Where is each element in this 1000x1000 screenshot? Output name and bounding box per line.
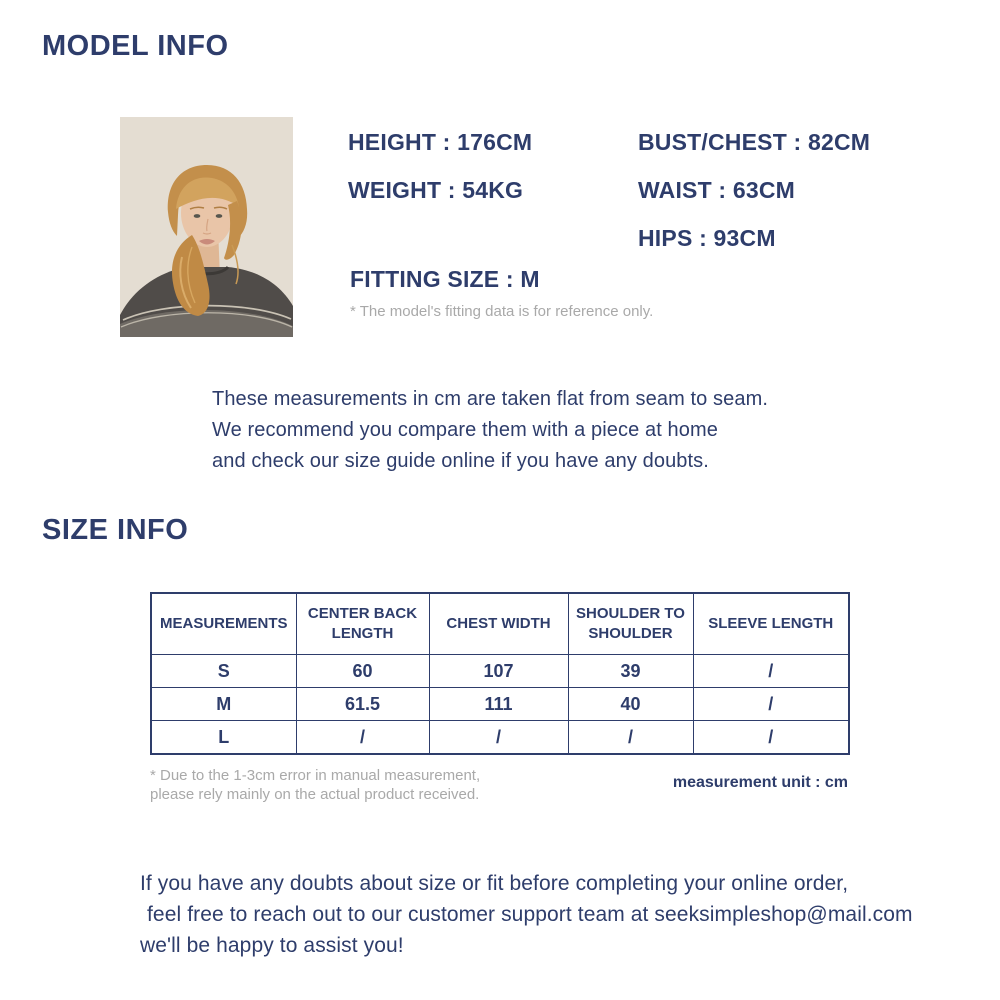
footer-line-email: feel free to reach out to our customer support team at seeksimpleshop@mail.com bbox=[147, 903, 913, 926]
stat-height: HEIGHT : 176CM bbox=[348, 129, 533, 155]
value-cell: 60 bbox=[296, 655, 429, 688]
value-cell: 111 bbox=[429, 688, 568, 721]
intro-line: We recommend you compare them with a piece at home bbox=[212, 419, 718, 441]
value-cell: 61.5 bbox=[296, 688, 429, 721]
value-cell: / bbox=[693, 721, 849, 755]
value-cell: 40 bbox=[568, 688, 693, 721]
size-table-header-row bbox=[151, 593, 849, 655]
table-row-size-l bbox=[151, 721, 849, 755]
col-header-center-back-length: CENTER BACK LENGTH bbox=[296, 593, 429, 655]
fitting-size: FITTING SIZE : M bbox=[350, 266, 540, 292]
col-header-sleeve-length: SLEEVE LENGTH bbox=[693, 593, 849, 655]
col-header-measurements: MEASUREMENTS bbox=[151, 593, 296, 655]
measurement-unit-note: measurement unit : cm bbox=[672, 774, 848, 791]
intro-line: and check our size guide online if you have any doubts. bbox=[212, 450, 709, 472]
value-cell: / bbox=[568, 721, 693, 755]
measurement-intro bbox=[212, 384, 768, 477]
size-label: L bbox=[151, 721, 296, 755]
note-line: * Due to the 1-3cm error in manual measurement, bbox=[150, 767, 481, 784]
table-row-size-m bbox=[151, 688, 849, 721]
value-cell: / bbox=[429, 721, 568, 755]
note-line: please rely mainly on the actual product received. bbox=[150, 786, 480, 803]
table-row-size-s bbox=[151, 655, 849, 688]
value-cell: / bbox=[693, 688, 849, 721]
measurement-error-note bbox=[150, 766, 480, 804]
support-footer bbox=[140, 868, 913, 961]
size-label: S bbox=[151, 655, 296, 688]
model-stats-left bbox=[348, 128, 532, 204]
value-cell: / bbox=[693, 655, 849, 688]
model-photo bbox=[120, 117, 293, 337]
model-stats-right bbox=[638, 128, 870, 252]
col-header-shoulder-to-shoulder: SHOULDER TO SHOULDER bbox=[568, 593, 693, 655]
stat-waist: WAIST : 63CM bbox=[638, 177, 796, 203]
col-header-chest-width: CHEST WIDTH bbox=[429, 593, 568, 655]
fitting-note: * The model's fitting data is for reference only. bbox=[350, 303, 654, 320]
model-info-title: MODEL INFO bbox=[42, 30, 229, 62]
stat-hips: HIPS : 93CM bbox=[638, 225, 776, 251]
value-cell: / bbox=[296, 721, 429, 755]
footer-line: If you have any doubts about size or fit before completing your online order, bbox=[140, 872, 849, 895]
size-table bbox=[150, 592, 850, 755]
stat-weight: WEIGHT : 54KG bbox=[348, 177, 524, 203]
size-info-title: SIZE INFO bbox=[42, 514, 189, 546]
intro-line: These measurements in cm are taken flat from seam to seam. bbox=[212, 388, 769, 410]
value-cell: 39 bbox=[568, 655, 693, 688]
size-label: M bbox=[151, 688, 296, 721]
model-photo-illustration bbox=[120, 117, 293, 337]
stat-bust: BUST/CHEST : 82CM bbox=[638, 129, 871, 155]
value-cell: 107 bbox=[429, 655, 568, 688]
footer-line: we'll be happy to assist you! bbox=[140, 934, 404, 957]
